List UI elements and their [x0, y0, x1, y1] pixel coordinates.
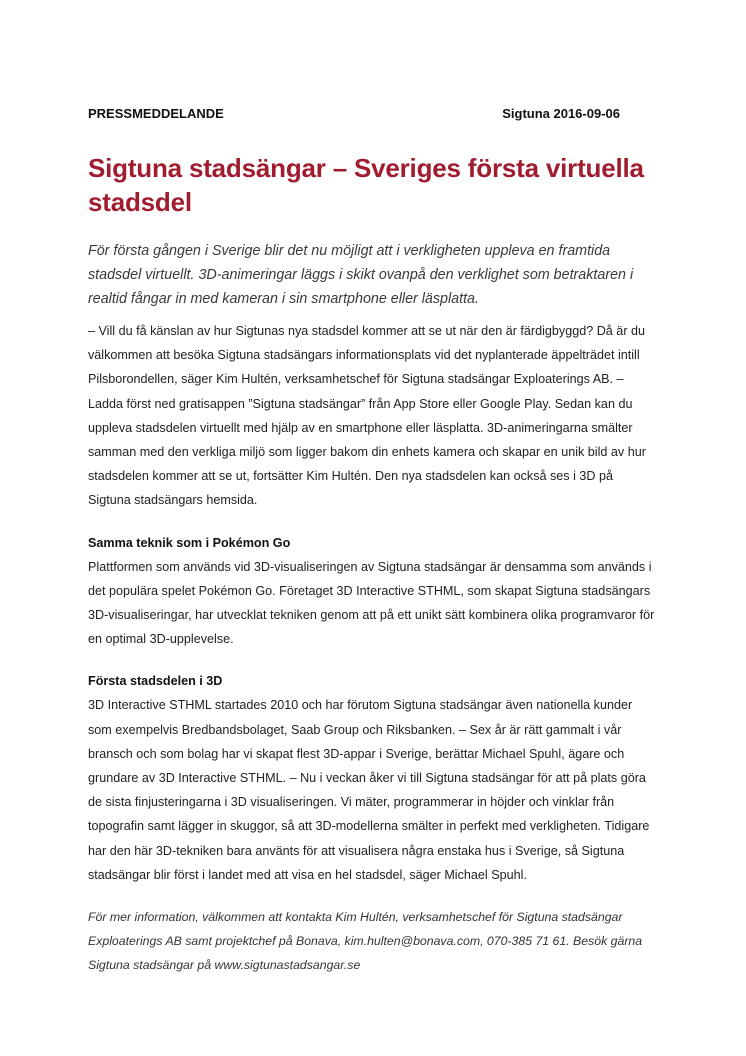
document-type-label: PRESSMEDDELANDE: [88, 106, 224, 121]
lead-paragraph: För första gången i Sverige blir det nu möjligt att i verkligheten uppleva en framtida stadsdel virtuellt. 3D-animeringar läggs i skikt ovanpå den verklighet som betraktaren i realtid fångar in med kameran i sin smartphone eller läsplatta.: [88, 243, 634, 307]
place-date: Sigtuna 2016-09-06: [502, 106, 620, 121]
page-title: Sigtuna stadsängar – Sveriges första virtuella stadsdel: [88, 153, 644, 217]
section-samma-teknik: [88, 531, 658, 652]
document-header: [88, 106, 620, 121]
section-forsta-stadsdelen: [88, 669, 658, 887]
section-heading: Samma teknik som i Pokémon Go: [88, 535, 291, 550]
intro-paragraph: – Vill du få känslan av hur Sigtunas nya stadsdel kommer att se ut när den är färdigbyggd? Då är du välkommen att besöka Sigtuna stadsängars informationsplats vid det nyplanterade äppelträdet intill Pilsborondellen, säger Kim Hultén, verksamhetschef för Sigtuna stadsängar Exploaterings AB. – Ladda först ned gratisappen ”Sigtuna stadsängar” från App Store eller Google Play. Sedan kan du uppleva stadsdelen virtuellt med hjälp av en smartphone eller läsplatta. 3D-animeringarna smälter samman med den verkliga miljö som ligger bakom din enhets kamera och skapar en unik bild av hur stadsdelen kommer att se ut, fortsätter Kim Hultén. Den nya stadsdelen kan också ses i 3D på Sigtuna stadsängars hemsida.: [88, 324, 646, 508]
section-paragraph: 3D Interactive STHML startades 2010 och har förutom Sigtuna stadsängar även nationella kunder som exempelvis Bredbandsbolaget, Saab Group och Riksbanken. – Sex år är rätt gammalt i vår bransch och som bolag har vi skapat flest 3D-appar i Sverige, berättar Michael Spuhl, ägare och grundare av 3D Interactive STHML. – Nu i veckan åker vi till Sigtuna stadsängar för att på plats göra de sista finjusteringarna i 3D visualiseringen. Vi mäter, programmerar in höjder och vinklar från topografin samt lägger in skuggor, så att 3D-modellerna smälter in perfekt med verkligheten. Tidigare har den här 3D-tekniken bara använts för att visualisera några enstaka hus i Sverige, så Sigtuna stadsängar blir först i landet med att visa en hel stadsdel, säger Michael Spuhl.: [88, 698, 650, 882]
contact-note: För mer information, välkommen att kontakta Kim Hultén, verksamhetschef för Sigtuna stadsängar Exploaterings AB samt projektchef på Bonava, kim.hulten@bonava.com, 070-385 71 61. Besök gärna Sigtuna stadsängar på www.sigtunastadsangar.se: [88, 910, 643, 973]
press-release-page: [88, 106, 658, 978]
section-paragraph: Plattformen som används vid 3D-visualiseringen av Sigtuna stadsängar är densamma som används i det populära spelet Pokémon Go. Företaget 3D Interactive STHML, som skapat Sigtuna stadsängars 3D-visualiseringar, har utvecklat tekniken genom att på ett unikt sätt kombinera olika programvaror för en optimal 3D-upplevelse.: [88, 559, 655, 647]
section-heading: Första stadsdelen i 3D: [88, 674, 223, 689]
